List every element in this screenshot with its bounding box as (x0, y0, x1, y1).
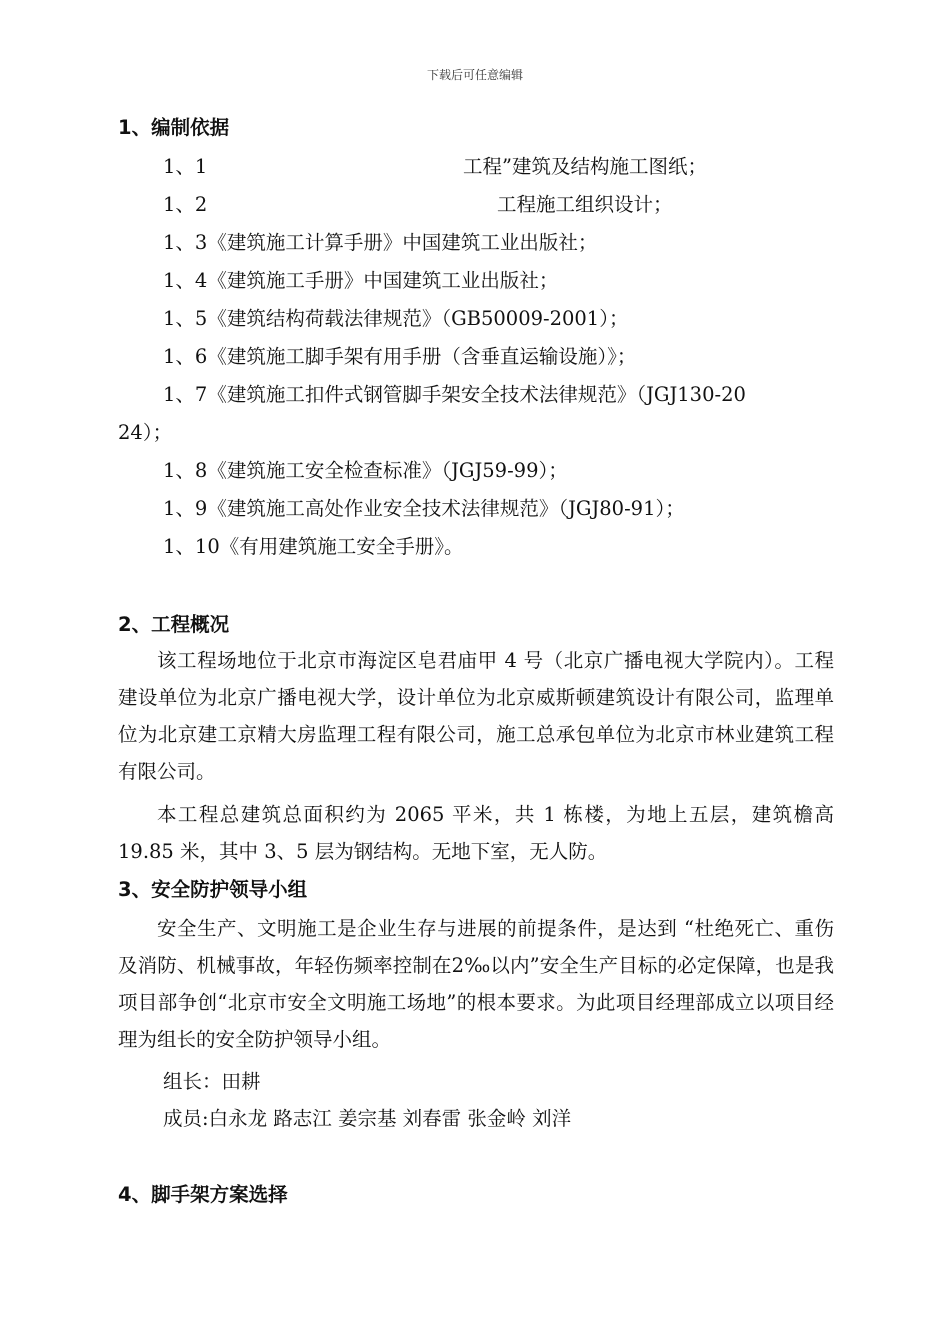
basis-item-continuation: 24）； (118, 421, 173, 444)
section-title-basis: 1、编制依据 (118, 116, 230, 139)
basis-item-text: 工程施工组织设计； (497, 193, 673, 216)
section-title-scaffold: 4、脚手架方案选择 (118, 1183, 288, 1206)
basis-item: 1、10《有用建筑施工安全手册》。 (163, 535, 464, 558)
section-title-overview: 2、工程概况 (118, 613, 230, 636)
basis-item: 1、9《建筑施工高处作业安全技术法律规范》（JGJ80-91）； (163, 497, 685, 520)
basis-item-number: 1、1 (163, 155, 208, 178)
safety-members: 成员:白永龙 路志江 姜宗基 刘春雷 张金岭 刘洋 (163, 1107, 572, 1130)
safety-leader: 组长：田耕 (163, 1070, 261, 1093)
basis-item: 1、4《建筑施工手册》中国建筑工业出版社； (163, 269, 559, 292)
safety-paragraph: 安全生产、文明施工是企业生存与进展的前提条件，是达到 “杜绝死亡、重伤及消防、机械事故，年轻伤频率控制在2‰以内”安全生产目标的必定保障，也是我项目部争创“北京市安全文明施工场地”的根本要求。为此项目经理部成立以项目经理为组长的安全防护领导小组。 (118, 917, 834, 1051)
basis-item: 1、3《建筑施工计算手册》中国建筑工业出版社； (163, 231, 598, 254)
basis-item: 1、8《建筑施工安全检查标准》（JGJ59-99）； (163, 459, 568, 482)
section-title-safety: 3、安全防护领导小组 (118, 878, 308, 901)
basis-item-number: 1、2 (163, 193, 208, 216)
basis-item: 1、5《建筑结构荷载法律规范》（GB50009-2001）； (163, 307, 629, 330)
header-note: 下载后可任意编辑 (426, 68, 523, 82)
overview-paragraph-1: 该工程场地位于北京市海淀区皂君庙甲 4 号（北京广播电视大学院内）。工程建设单位为北京广播电视大学，设计单位为北京威斯顿建筑设计有限公司，监理单位为北京建工京精大房监理工程有限公司，施工总承包单位为北京市林业建筑工程有限公司。 (118, 649, 834, 783)
basis-item-text: 工程”建筑及结构施工图纸； (463, 155, 707, 178)
basis-item: 1、7《建筑施工扣件式钢管脚手架安全技术法律规范》（JGJ130-20 (163, 383, 746, 406)
basis-item: 1、6《建筑施工脚手架有用手册（含垂直运输设施）》； (163, 345, 637, 368)
overview-paragraph-2: 本工程总建筑总面积约为 2065 平米，共 1 栋楼，为地上五层，建筑檐高 19.85 米，其中 3、5 层为钢结构。无地下室，无人防。 (118, 803, 834, 863)
